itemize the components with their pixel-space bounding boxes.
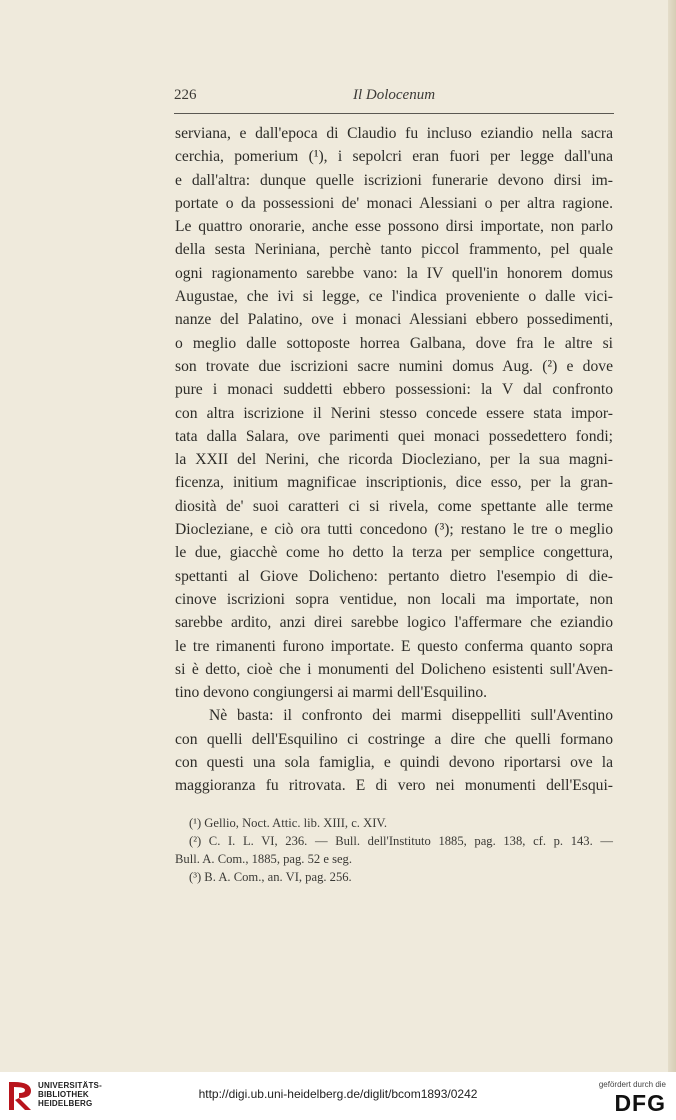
text-line: tata dalla Salara, ove parimenti quei monaci possedettero fondi; [175, 427, 613, 445]
text-line: ogni ragionamento sarebbe vano: la IV quell'in honorem domus [175, 264, 613, 282]
footnote-1: (¹) Gellio, Noct. Attic. lib. XIII, c. XIV. [189, 816, 388, 830]
funded-by-label: gefördert durch die [598, 1080, 666, 1089]
text-line: con questi una sola famiglia, e quindi devono riportarsi ove la [175, 754, 613, 772]
text-line: o meglio dalle sottoposte horrea Galbana, dove fra le altre si [175, 334, 613, 352]
text-line: pure i monaci suddetti ebbero possessioni: la V dal confronto [175, 381, 613, 399]
text-line: le due, giacchè come ho detto la terza per semplice congettura, [175, 544, 613, 562]
footnote-2: (²) C. I. L. VI, 236. — Bull. dell'Instituto 1885, pag. 138, cf. p. 143. — [189, 834, 613, 848]
footnote-3: (³) B. A. Com., an. VI, pag. 256. [189, 870, 352, 884]
text-line: Augustae, che ivi si legge, ce l'indica proveniente o dalle vici- [175, 288, 613, 306]
text-line: Diocleziane, e ciò ora tutti concedono (³); restano le tre o meglio [175, 521, 613, 539]
text-line: diosità de' suoi caratteri ci si rivela, come spettante alle terme [175, 497, 613, 515]
text-line: e dall'altra: dunque quelle iscrizioni funerarie devono dirsi im- [175, 171, 613, 189]
text-line: sarebbe ardito, anzi direi sarebbe logico l'affermare che eziandio [175, 614, 613, 632]
text-line: con quelli dell'Esquilino ci costringe a dire che quelli formano [175, 730, 613, 748]
text-line: spettanti al Giove Dolicheno: pertanto dietro l'esempio di die- [175, 567, 613, 585]
dfg-logo: DFG [614, 1090, 666, 1116]
institution-line: HEIDELBERG [38, 1099, 93, 1108]
text-line: son trovate due iscrizioni sacre numini domus Aug. (²) e dove [175, 357, 613, 375]
running-header [174, 87, 614, 107]
paragraph-start-line: Nè basta: il confronto dei marmi diseppelliti sull'Aventino [209, 707, 613, 725]
text-line: portate o da possessioni de' monaci Alessiani o per altra ragione. [175, 194, 613, 212]
text-line: con altra iscrizione il Nerini stesso concede essere stata impor- [175, 404, 613, 422]
text-line: la XXII del Nerini, che ricorda Diocleziano, per la sua magni- [175, 451, 613, 469]
institution-line: UNIVERSITÄTS- [38, 1081, 102, 1090]
page-edge-shadow [668, 0, 676, 1072]
text-line: si è detto, cioè che i monumenti del Dolicheno esistenti sull'Aven- [175, 660, 613, 678]
running-title: Il Dolocenum [352, 87, 436, 103]
text-line: Le quattro onorarie, anche esse possono dirsi importate, non parlo [175, 218, 613, 236]
institution-line: BIBLIOTHEK [38, 1090, 89, 1099]
text-line: nanze del Palatino, ove i monaci Alessiani ebbero possedimenti, [175, 311, 613, 329]
text-line: serviana, e dall'epoca di Claudio fu incluso eziandio nella sacra [175, 125, 613, 142]
permalink[interactable]: http://digi.ub.uni-heidelberg.de/diglit/bcom1893/0242 [198, 1087, 478, 1101]
text-line: maggioranza fu ritrovata. E di vero nei monumenti dell'Esqui- [175, 777, 613, 795]
page-number: 226 [174, 87, 197, 103]
body-text [175, 122, 613, 798]
text-line: cinove iscrizioni sopra ventidue, non locali ma importate, non [175, 590, 613, 608]
text-line: tino devono congiungersi ai marmi dell'Esquilino. [175, 684, 488, 702]
footnotes [175, 814, 613, 886]
text-line: cerchia, pomerium (¹), i sepolcri eran fuori per legge dall'una [175, 148, 613, 166]
text-line: ficenza, initium magnificae inscriptionis, dice esso, per la gran- [175, 474, 613, 492]
footnote-2-continued: Bull. A. Com., 1885, pag. 52 e seg. [175, 852, 353, 866]
header-rule [174, 113, 614, 114]
text-line: le tre rimanenti furono importate. E questo conferma quanto sopra [175, 637, 613, 655]
text-line: della sesta Neriniana, perchè tanto piccol frammento, pel quale [175, 241, 613, 259]
